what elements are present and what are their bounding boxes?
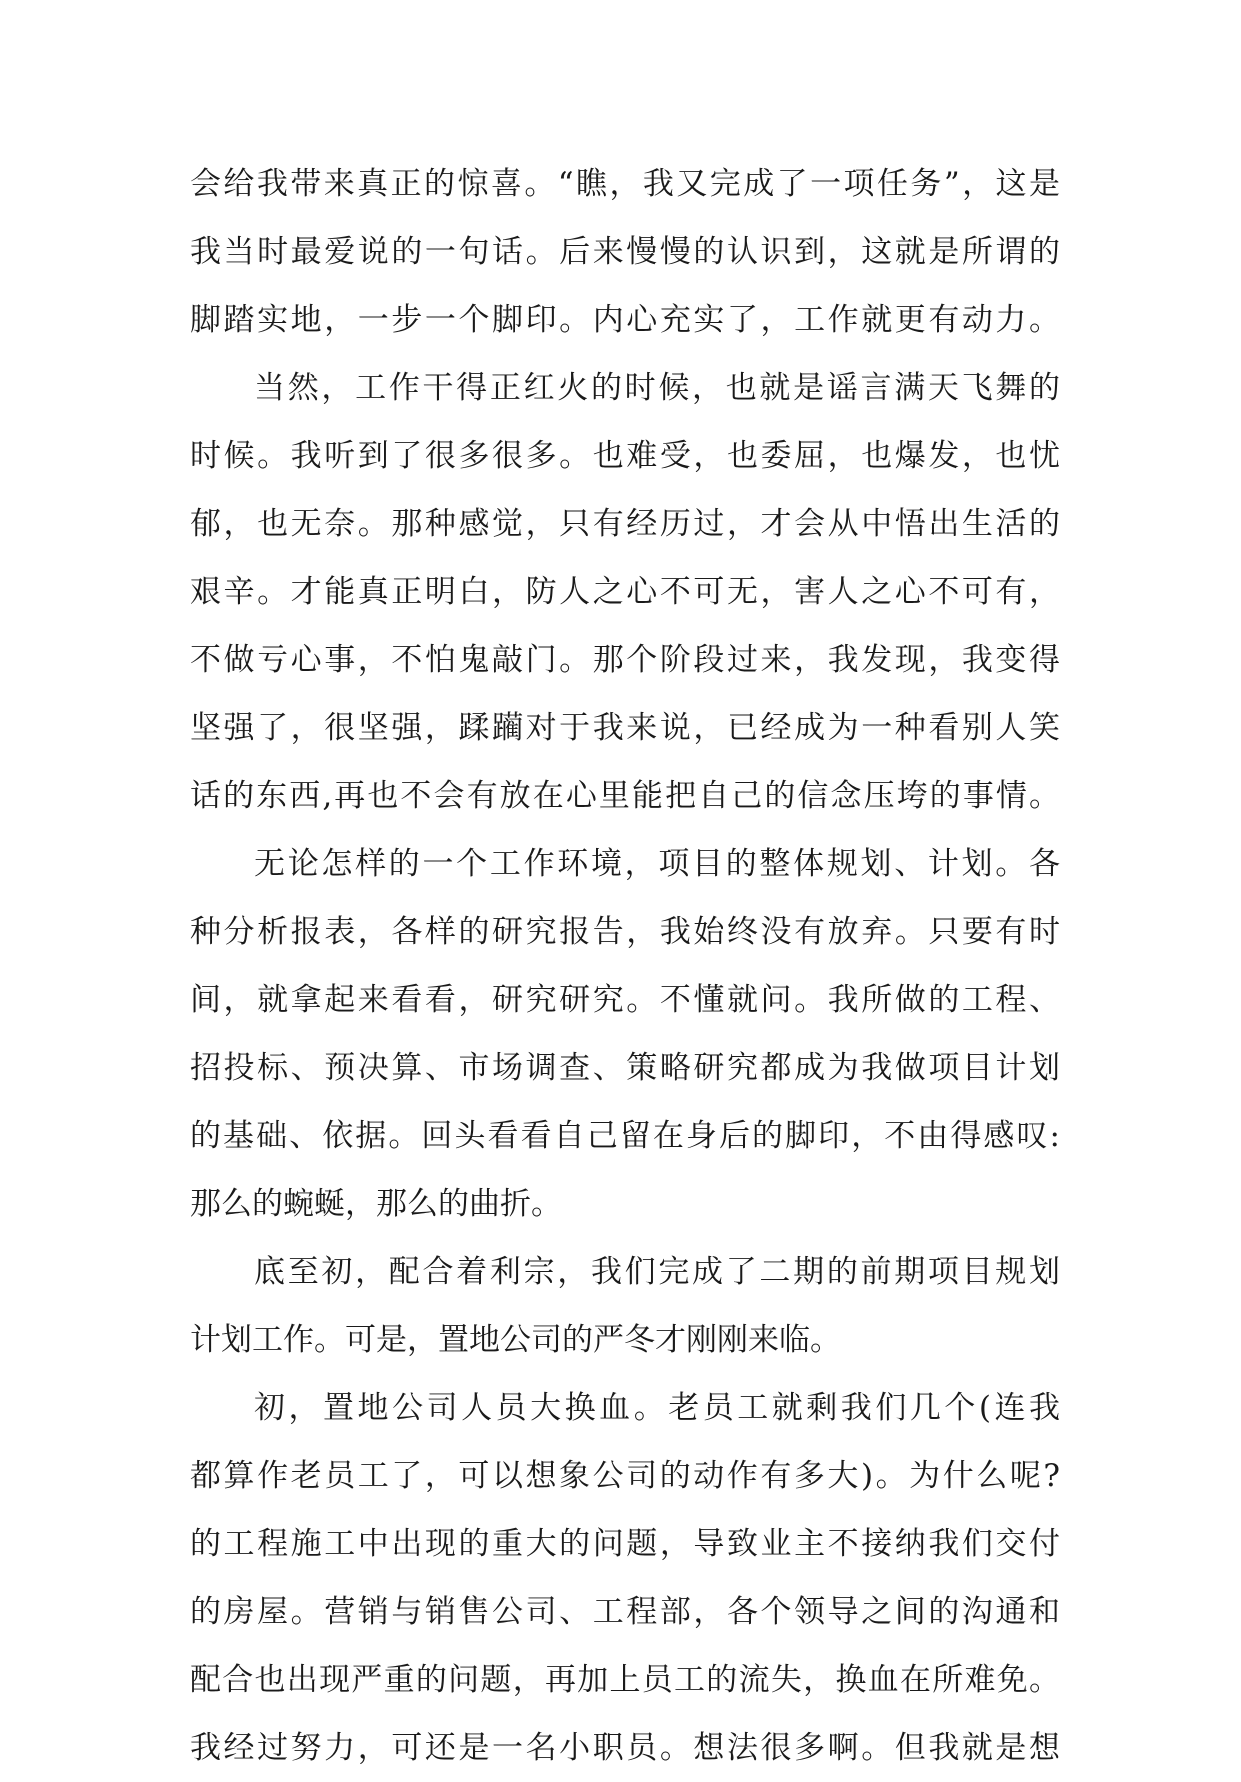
text-line-7: 艰辛。才能真正明白，防人之心不可无，害人之心不可有， bbox=[190, 574, 1060, 610]
text-line-8: 不做亏心事，不怕鬼敲门。那个阶段过来，我发现，我变得 bbox=[190, 642, 1060, 678]
text-line-6: 郁，也无奈。那种感觉，只有经历过，才会从中悟出生活的 bbox=[190, 506, 1060, 542]
text-line-17: 底至初，配合着利宗，我们完成了二期的前期项目规划 bbox=[254, 1254, 1060, 1290]
text-line-2: 我当时最爱说的一句话。后来慢慢的认识到，这就是所谓的 bbox=[190, 234, 1060, 270]
text-line-23: 配合也出现严重的问题，再加上员工的流失，换血在所难免。 bbox=[190, 1662, 1060, 1698]
text-line-13: 间，就拿起来看看，研究研究。不懂就问。我所做的工程、 bbox=[190, 982, 1060, 1018]
text-line-21: 的工程施工中出现的重大的问题，导致业主不接纳我们交付 bbox=[190, 1526, 1060, 1562]
text-line-14: 招投标、预决算、市场调查、策略研究都成为我做项目计划 bbox=[190, 1050, 1060, 1086]
document-page bbox=[190, 150, 1060, 1782]
text-line-15: 的基础、依据。回头看看自己留在身后的脚印，不由得感叹: bbox=[190, 1118, 1060, 1154]
text-line-3: 脚踏实地，一步一个脚印。内心充实了，工作就更有动力。 bbox=[190, 302, 1060, 338]
text-line-10: 话的东西,再也不会有放在心里能把自己的信念压垮的事情。 bbox=[190, 778, 1060, 814]
text-line-19: 初，置地公司人员大换血。老员工就剩我们几个(连我 bbox=[254, 1390, 1060, 1426]
text-line-4: 当然，工作干得正红火的时候，也就是谣言满天飞舞的 bbox=[254, 370, 1060, 406]
text-line-20: 都算作老员工了，可以想象公司的动作有多大)。为什么呢? bbox=[190, 1458, 1060, 1494]
text-line-16: 那么的蜿蜒，那么的曲折。 bbox=[190, 1186, 562, 1222]
text-line-24: 我经过努力，可还是一名小职员。想法很多啊。但我就是想 bbox=[190, 1730, 1060, 1766]
text-line-1: 会给我带来真正的惊喜。“瞧，我又完成了一项任务”，这是 bbox=[190, 166, 1060, 202]
text-line-18: 计划工作。可是，置地公司的严冬才刚刚来临。 bbox=[190, 1322, 841, 1358]
text-line-22: 的房屋。营销与销售公司、工程部，各个领导之间的沟通和 bbox=[190, 1594, 1060, 1630]
text-line-12: 种分析报表，各样的研究报告，我始终没有放弃。只要有时 bbox=[190, 914, 1060, 950]
text-line-5: 时候。我听到了很多很多。也难受，也委屈，也爆发，也忧 bbox=[190, 438, 1060, 474]
text-line-11: 无论怎样的一个工作环境，项目的整体规划、计划。各 bbox=[254, 846, 1060, 882]
text-line-9: 坚强了，很坚强，蹂躏对于我来说，已经成为一种看别人笑 bbox=[190, 710, 1060, 746]
